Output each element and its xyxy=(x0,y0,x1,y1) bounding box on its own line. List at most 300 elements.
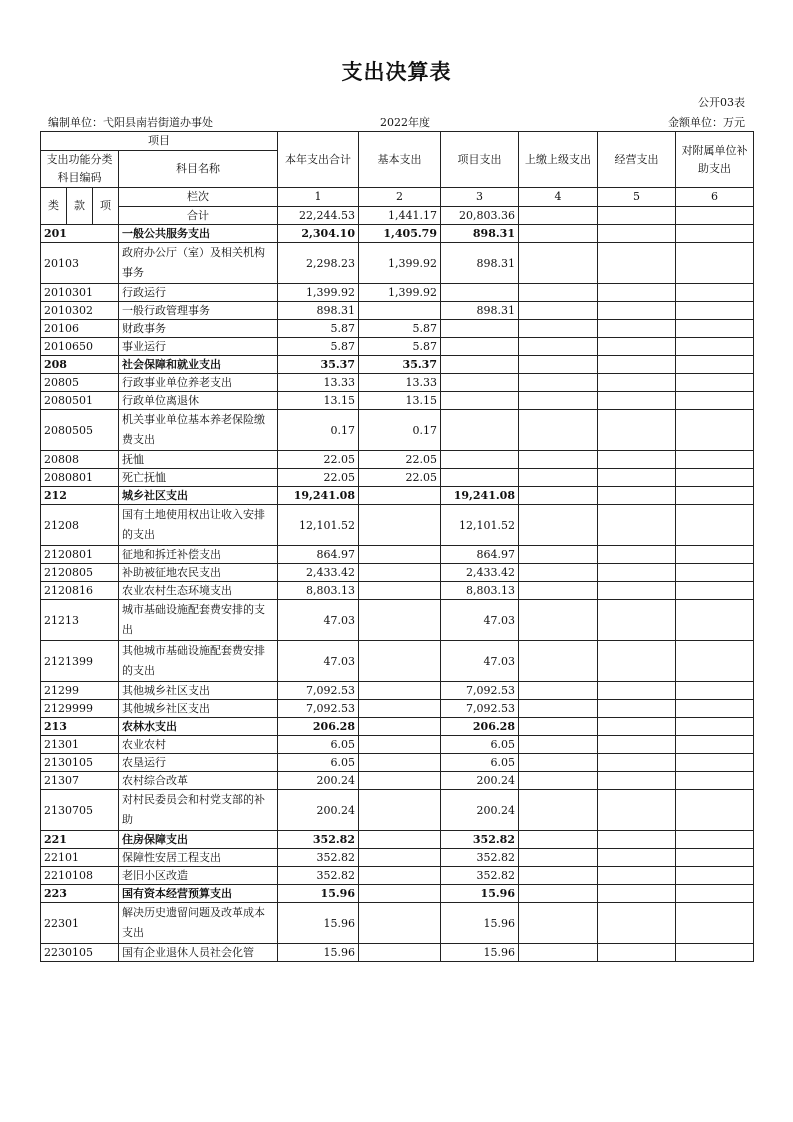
table-row xyxy=(41,564,754,582)
row-upper xyxy=(519,546,598,564)
row-upper xyxy=(519,772,598,790)
row-project: 47.03 xyxy=(441,600,519,641)
row-code: 2130105 xyxy=(41,754,119,772)
row-code: 223 xyxy=(41,885,119,903)
table-row xyxy=(41,641,754,682)
row-basic xyxy=(359,944,441,962)
row-operating xyxy=(598,284,676,302)
row-operating xyxy=(598,582,676,600)
row-total: 35.37 xyxy=(278,356,359,374)
fiscal-year: 2022年度 xyxy=(380,116,430,129)
row-total: 200.24 xyxy=(278,790,359,831)
row-code: 2080505 xyxy=(41,410,119,451)
row-code: 213 xyxy=(41,718,119,736)
row-subsidy xyxy=(676,320,754,338)
row-basic xyxy=(359,564,441,582)
row-operating xyxy=(598,736,676,754)
row-code: 22301 xyxy=(41,903,119,944)
row-total: 15.96 xyxy=(278,944,359,962)
row-subsidy xyxy=(676,831,754,849)
row-project: 352.82 xyxy=(441,831,519,849)
row-total: 19,241.08 xyxy=(278,487,359,505)
row-name: 行政单位离退休 xyxy=(119,392,278,410)
table-row xyxy=(41,700,754,718)
row-project xyxy=(441,338,519,356)
row-project: 898.31 xyxy=(441,243,519,284)
header-func-code: 支出功能分类科目编码 xyxy=(41,151,119,188)
row-operating xyxy=(598,451,676,469)
row-name: 国有资本经营预算支出 xyxy=(119,885,278,903)
row-project xyxy=(441,374,519,392)
row-basic: 5.87 xyxy=(359,338,441,356)
sum-label: 合计 xyxy=(119,207,278,225)
row-project: 7,092.53 xyxy=(441,682,519,700)
row-operating xyxy=(598,790,676,831)
row-project: 352.82 xyxy=(441,849,519,867)
table-row xyxy=(41,243,754,284)
row-project: 200.24 xyxy=(441,772,519,790)
row-operating xyxy=(598,225,676,243)
row-operating xyxy=(598,243,676,284)
row-code: 20808 xyxy=(41,451,119,469)
row-code: 2080501 xyxy=(41,392,119,410)
row-upper xyxy=(519,736,598,754)
row-total: 7,092.53 xyxy=(278,700,359,718)
row-basic xyxy=(359,790,441,831)
row-operating xyxy=(598,356,676,374)
row-operating xyxy=(598,867,676,885)
row-upper xyxy=(519,284,598,302)
row-code: 20805 xyxy=(41,374,119,392)
row-upper xyxy=(519,410,598,451)
row-code: 2010650 xyxy=(41,338,119,356)
row-operating xyxy=(598,754,676,772)
row-total: 0.17 xyxy=(278,410,359,451)
row-total: 2,433.42 xyxy=(278,564,359,582)
page-title: 支出决算表 xyxy=(341,60,452,84)
reporting-unit: 编制单位：弋阳县南岩街道办事处 xyxy=(48,116,213,129)
row-subsidy xyxy=(676,641,754,682)
row-subsidy xyxy=(676,302,754,320)
row-name: 其他城乡社区支出 xyxy=(119,682,278,700)
row-total: 13.15 xyxy=(278,392,359,410)
row-subsidy xyxy=(676,849,754,867)
row-total: 22.05 xyxy=(278,451,359,469)
row-operating xyxy=(598,338,676,356)
row-total: 15.96 xyxy=(278,903,359,944)
row-basic: 35.37 xyxy=(359,356,441,374)
row-subsidy xyxy=(676,718,754,736)
row-subsidy xyxy=(676,374,754,392)
row-basic xyxy=(359,487,441,505)
row-basic xyxy=(359,849,441,867)
row-operating xyxy=(598,718,676,736)
row-total: 5.87 xyxy=(278,320,359,338)
row-upper xyxy=(519,754,598,772)
row-basic: 13.15 xyxy=(359,392,441,410)
row-operating xyxy=(598,903,676,944)
row-code: 2010301 xyxy=(41,284,119,302)
row-basic xyxy=(359,736,441,754)
row-code: 2120801 xyxy=(41,546,119,564)
row-operating xyxy=(598,392,676,410)
header-kuan: 款 xyxy=(67,188,93,225)
row-total: 864.97 xyxy=(278,546,359,564)
row-name: 死亡抚恤 xyxy=(119,469,278,487)
row-upper xyxy=(519,700,598,718)
row-name: 一般行政管理事务 xyxy=(119,302,278,320)
row-project: 898.31 xyxy=(441,225,519,243)
row-project xyxy=(441,356,519,374)
col-number-6: 6 xyxy=(676,188,754,207)
header-row-4 xyxy=(41,188,754,207)
row-name: 城市基础设施配套费安排的支出 xyxy=(119,600,278,641)
table-row xyxy=(41,469,754,487)
row-basic: 13.33 xyxy=(359,374,441,392)
row-total: 6.05 xyxy=(278,736,359,754)
expenditure-table xyxy=(40,131,754,962)
row-upper xyxy=(519,564,598,582)
header-xiang: 项 xyxy=(93,188,119,225)
row-project: 15.96 xyxy=(441,944,519,962)
table-row xyxy=(41,885,754,903)
row-project: 7,092.53 xyxy=(441,700,519,718)
row-basic xyxy=(359,582,441,600)
row-basic xyxy=(359,885,441,903)
row-name: 国有土地使用权出让收入安排的支出 xyxy=(119,505,278,546)
sum-total: 22,244.53 xyxy=(278,207,359,225)
row-operating xyxy=(598,546,676,564)
row-upper xyxy=(519,790,598,831)
row-basic: 5.87 xyxy=(359,320,441,338)
table-row xyxy=(41,790,754,831)
table-row xyxy=(41,772,754,790)
row-basic: 1,405.79 xyxy=(359,225,441,243)
row-name: 机关事业单位基本养老保险缴费支出 xyxy=(119,410,278,451)
row-subsidy xyxy=(676,451,754,469)
row-subsidy xyxy=(676,790,754,831)
row-upper xyxy=(519,487,598,505)
row-code: 2230105 xyxy=(41,944,119,962)
row-name: 补助被征地农民支出 xyxy=(119,564,278,582)
col-number-3: 3 xyxy=(441,188,519,207)
row-name: 住房保障支出 xyxy=(119,831,278,849)
row-project: 2,433.42 xyxy=(441,564,519,582)
row-name: 国有企业退休人员社会化管 xyxy=(119,944,278,962)
table-row xyxy=(41,320,754,338)
row-project: 12,101.52 xyxy=(441,505,519,546)
row-name: 征地和拆迁补偿支出 xyxy=(119,546,278,564)
row-project xyxy=(441,284,519,302)
row-code: 2129999 xyxy=(41,700,119,718)
row-name: 解决历史遗留问题及改革成本支出 xyxy=(119,903,278,944)
table-row xyxy=(41,225,754,243)
table-row xyxy=(41,582,754,600)
row-subsidy xyxy=(676,487,754,505)
row-upper xyxy=(519,338,598,356)
row-operating xyxy=(598,487,676,505)
row-project: 352.82 xyxy=(441,867,519,885)
row-total: 12,101.52 xyxy=(278,505,359,546)
row-name: 抚恤 xyxy=(119,451,278,469)
row-code: 212 xyxy=(41,487,119,505)
header-item: 项目 xyxy=(41,132,278,151)
row-name: 老旧小区改造 xyxy=(119,867,278,885)
col-number-2: 2 xyxy=(359,188,441,207)
row-subsidy xyxy=(676,700,754,718)
row-subsidy xyxy=(676,682,754,700)
row-subsidy xyxy=(676,903,754,944)
row-total: 8,803.13 xyxy=(278,582,359,600)
row-code: 2010302 xyxy=(41,302,119,320)
row-basic xyxy=(359,772,441,790)
sum-row xyxy=(41,207,754,225)
header-subject-name: 科目名称 xyxy=(119,151,278,188)
header-row-1 xyxy=(41,132,754,151)
row-subsidy xyxy=(676,284,754,302)
row-project: 6.05 xyxy=(441,736,519,754)
sum-basic: 1,441.17 xyxy=(359,207,441,225)
row-total: 13.33 xyxy=(278,374,359,392)
row-code: 21301 xyxy=(41,736,119,754)
row-name: 对村民委员会和村党支部的补助 xyxy=(119,790,278,831)
row-operating xyxy=(598,772,676,790)
row-basic xyxy=(359,641,441,682)
header-total: 本年支出合计 xyxy=(278,132,359,188)
row-subsidy xyxy=(676,243,754,284)
row-subsidy xyxy=(676,754,754,772)
row-operating xyxy=(598,944,676,962)
row-subsidy xyxy=(676,338,754,356)
row-upper xyxy=(519,225,598,243)
row-subsidy xyxy=(676,885,754,903)
row-project: 15.96 xyxy=(441,885,519,903)
table-row xyxy=(41,302,754,320)
table-row xyxy=(41,944,754,962)
row-total: 352.82 xyxy=(278,849,359,867)
row-operating xyxy=(598,302,676,320)
table-row xyxy=(41,392,754,410)
row-total: 352.82 xyxy=(278,867,359,885)
row-upper xyxy=(519,682,598,700)
row-name: 其他城市基础设施配套费安排的支出 xyxy=(119,641,278,682)
sum-project: 20,803.36 xyxy=(441,207,519,225)
row-project: 15.96 xyxy=(441,903,519,944)
table-row xyxy=(41,831,754,849)
row-subsidy xyxy=(676,225,754,243)
row-code: 221 xyxy=(41,831,119,849)
row-total: 47.03 xyxy=(278,600,359,641)
row-name: 城乡社区支出 xyxy=(119,487,278,505)
row-operating xyxy=(598,600,676,641)
table-row xyxy=(41,682,754,700)
row-operating xyxy=(598,849,676,867)
row-name: 农林水支出 xyxy=(119,718,278,736)
row-code: 20103 xyxy=(41,243,119,284)
table-row xyxy=(41,356,754,374)
sum-upper xyxy=(519,207,598,225)
row-name: 社会保障和就业支出 xyxy=(119,356,278,374)
row-total: 22.05 xyxy=(278,469,359,487)
row-basic xyxy=(359,600,441,641)
row-total: 15.96 xyxy=(278,885,359,903)
row-name: 农垦运行 xyxy=(119,754,278,772)
row-upper xyxy=(519,451,598,469)
row-basic: 22.05 xyxy=(359,469,441,487)
header-project: 项目支出 xyxy=(441,132,519,188)
row-project xyxy=(441,410,519,451)
row-code: 21299 xyxy=(41,682,119,700)
table-row xyxy=(41,338,754,356)
row-basic xyxy=(359,682,441,700)
header-subsidy: 对附属单位补助支出 xyxy=(676,132,754,188)
row-code: 2120816 xyxy=(41,582,119,600)
row-upper xyxy=(519,885,598,903)
table-row xyxy=(41,487,754,505)
row-subsidy xyxy=(676,944,754,962)
row-basic xyxy=(359,867,441,885)
table-row xyxy=(41,867,754,885)
row-name: 事业运行 xyxy=(119,338,278,356)
row-name: 农村综合改革 xyxy=(119,772,278,790)
row-project xyxy=(441,451,519,469)
row-name: 农业农村 xyxy=(119,736,278,754)
row-subsidy xyxy=(676,410,754,451)
row-project: 47.03 xyxy=(441,641,519,682)
row-basic xyxy=(359,903,441,944)
row-upper xyxy=(519,374,598,392)
table-row xyxy=(41,736,754,754)
row-name: 行政事业单位养老支出 xyxy=(119,374,278,392)
row-upper xyxy=(519,243,598,284)
table-row xyxy=(41,410,754,451)
row-project xyxy=(441,320,519,338)
row-basic: 1,399.92 xyxy=(359,284,441,302)
row-upper xyxy=(519,356,598,374)
row-name: 农业农村生态环境支出 xyxy=(119,582,278,600)
row-code: 21208 xyxy=(41,505,119,546)
row-operating xyxy=(598,700,676,718)
row-subsidy xyxy=(676,469,754,487)
row-subsidy xyxy=(676,505,754,546)
row-upper xyxy=(519,944,598,962)
row-upper xyxy=(519,867,598,885)
row-project: 206.28 xyxy=(441,718,519,736)
row-operating xyxy=(598,320,676,338)
row-code: 21307 xyxy=(41,772,119,790)
row-total: 5.87 xyxy=(278,338,359,356)
row-total: 1,399.92 xyxy=(278,284,359,302)
row-basic: 1,399.92 xyxy=(359,243,441,284)
col-number-1: 1 xyxy=(278,188,359,207)
row-subsidy xyxy=(676,356,754,374)
row-operating xyxy=(598,505,676,546)
row-total: 2,298.23 xyxy=(278,243,359,284)
row-upper xyxy=(519,903,598,944)
row-code: 2120805 xyxy=(41,564,119,582)
row-project xyxy=(441,392,519,410)
row-name: 财政事务 xyxy=(119,320,278,338)
row-name: 其他城乡社区支出 xyxy=(119,700,278,718)
row-upper xyxy=(519,505,598,546)
row-code: 21213 xyxy=(41,600,119,641)
table-row xyxy=(41,546,754,564)
row-name: 保障性安居工程支出 xyxy=(119,849,278,867)
row-basic xyxy=(359,831,441,849)
row-code: 2121399 xyxy=(41,641,119,682)
row-basic: 22.05 xyxy=(359,451,441,469)
header-basic: 基本支出 xyxy=(359,132,441,188)
col-number-5: 5 xyxy=(598,188,676,207)
row-operating xyxy=(598,682,676,700)
row-code: 208 xyxy=(41,356,119,374)
row-code: 201 xyxy=(41,225,119,243)
row-subsidy xyxy=(676,772,754,790)
row-total: 898.31 xyxy=(278,302,359,320)
row-total: 6.05 xyxy=(278,754,359,772)
row-total: 200.24 xyxy=(278,772,359,790)
row-basic xyxy=(359,700,441,718)
table-row xyxy=(41,374,754,392)
row-basic xyxy=(359,718,441,736)
header-upper: 上缴上级支出 xyxy=(519,132,598,188)
row-upper xyxy=(519,849,598,867)
table-row xyxy=(41,451,754,469)
row-operating xyxy=(598,469,676,487)
row-project: 8,803.13 xyxy=(441,582,519,600)
row-operating xyxy=(598,564,676,582)
row-total: 352.82 xyxy=(278,831,359,849)
row-code: 2210108 xyxy=(41,867,119,885)
row-operating xyxy=(598,374,676,392)
row-code: 2130705 xyxy=(41,790,119,831)
row-subsidy xyxy=(676,546,754,564)
row-name: 政府办公厅（室）及相关机构事务 xyxy=(119,243,278,284)
row-subsidy xyxy=(676,564,754,582)
header-operating: 经营支出 xyxy=(598,132,676,188)
table-row xyxy=(41,718,754,736)
amount-unit: 金额单位：万元 xyxy=(668,116,745,129)
header-lei: 类 xyxy=(41,188,67,225)
row-project: 898.31 xyxy=(441,302,519,320)
row-upper xyxy=(519,600,598,641)
table-row xyxy=(41,903,754,944)
row-basic: 0.17 xyxy=(359,410,441,451)
row-upper xyxy=(519,320,598,338)
row-subsidy xyxy=(676,736,754,754)
row-total: 206.28 xyxy=(278,718,359,736)
row-upper xyxy=(519,582,598,600)
row-basic xyxy=(359,302,441,320)
row-name: 一般公共服务支出 xyxy=(119,225,278,243)
row-upper xyxy=(519,469,598,487)
table-row xyxy=(41,849,754,867)
row-upper xyxy=(519,718,598,736)
row-total: 47.03 xyxy=(278,641,359,682)
sum-subsidy xyxy=(676,207,754,225)
row-basic xyxy=(359,546,441,564)
row-basic xyxy=(359,505,441,546)
col-number-4: 4 xyxy=(519,188,598,207)
row-operating xyxy=(598,885,676,903)
row-name: 行政运行 xyxy=(119,284,278,302)
row-total: 7,092.53 xyxy=(278,682,359,700)
table-row xyxy=(41,284,754,302)
sum-operating xyxy=(598,207,676,225)
row-upper xyxy=(519,392,598,410)
row-subsidy xyxy=(676,392,754,410)
row-subsidy xyxy=(676,867,754,885)
